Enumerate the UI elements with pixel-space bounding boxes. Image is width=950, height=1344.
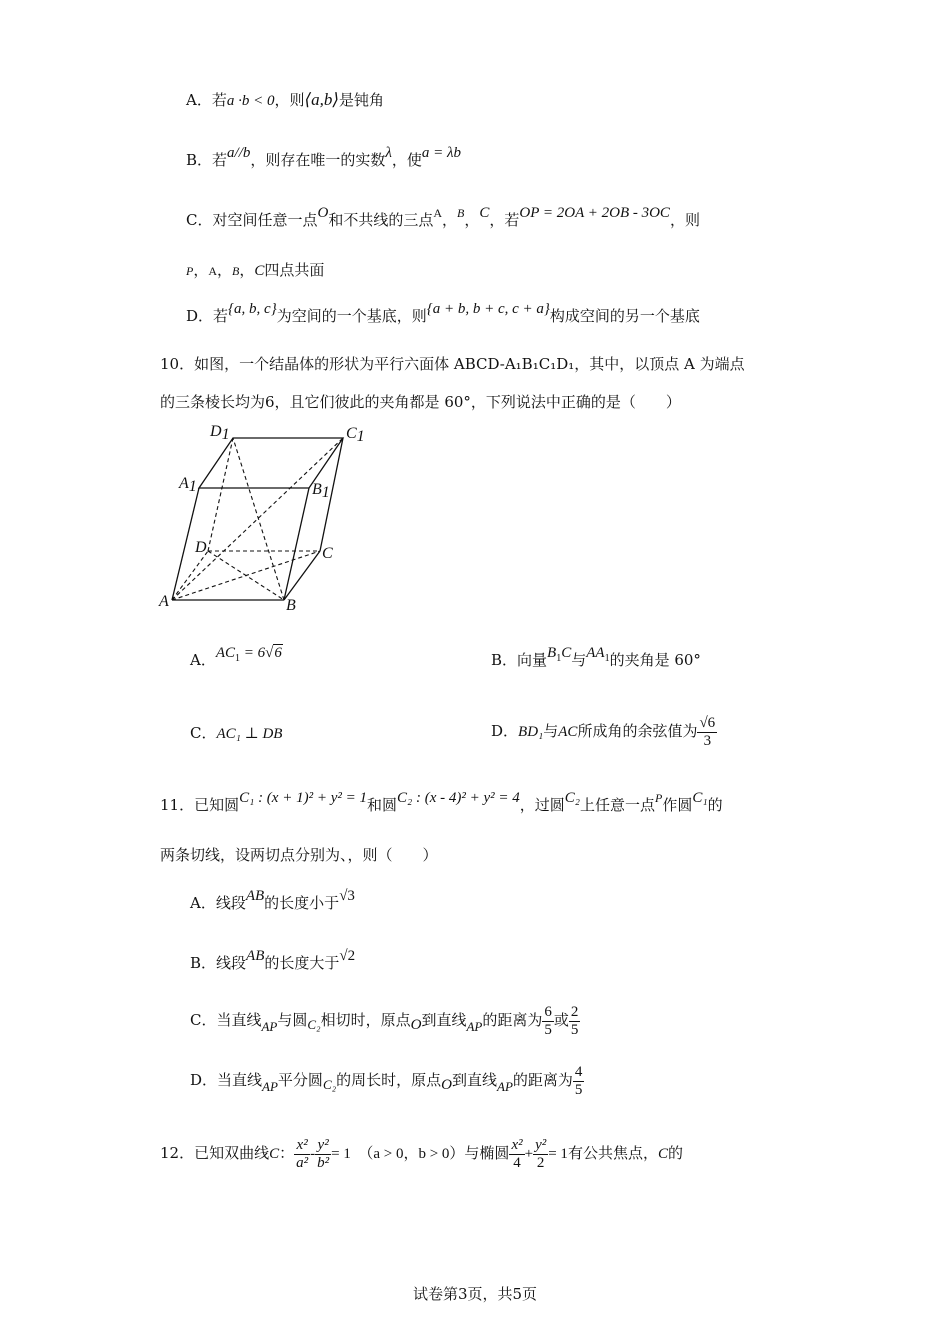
label-c: C xyxy=(322,545,333,562)
label-a: A xyxy=(159,593,169,610)
q10-option-c: C．AC₁ ⊥ DB xyxy=(190,724,283,742)
page-footer: 试卷第3页，共5页 xyxy=(412,1285,538,1303)
diag-ac1 xyxy=(172,438,343,600)
q10-stem-line1: 10．如图，一个结晶体的形状为平行六面体 ABCD-A₁B₁C₁D₁，其中，以顶点 A 为端点 xyxy=(160,355,745,373)
label-b1: B1 xyxy=(312,481,330,501)
q9-option-b: B．若a//b，则存在唯一的实数λ，使a = λb xyxy=(186,145,462,169)
q9-option-a: A．若a ·b < 0，则⟨a,b⟩是钝角 xyxy=(186,90,385,109)
q12-stem: 12．已知双曲线C： $\frac{\text{x²}}{\text{a²}}$ - $\frac{\text{y²}}{\text{b²}}$ = 1 （a > 0，b > 0）与椭圆 $\frac{\text{x²}}{4}$ + $\frac{\text{y²}}{2}$ = 1有公共焦点，C的 xyxy=(160,1136,683,1171)
label-a1: A1 xyxy=(179,475,197,495)
q11-option-c: C．当直线AP与圆C₂相切时，原点O到直线AP的距离为 $\frac{6}{5}$ 或 $\frac{2}{5}$ xyxy=(190,1003,579,1038)
q11-option-a: A．线段AB的长度小于√3 xyxy=(190,888,355,912)
q9-option-d: D．若{a, b, c}为空间的一个基底，则{a + b, b + c, c + a}构成空间的另一个基底 xyxy=(186,301,700,325)
label-d: D xyxy=(195,539,207,556)
q11-option-d: D．当直线AP平分圆C₂的周长时，原点O到直线AP的距离为 $\frac{4}{5}$ xyxy=(190,1063,583,1098)
q11-stem-line1: 11．已知圆C₁ : (x + 1)² + y² = 1和圆C₂ : (x - 4)² + y² = 4，过圆C₂上任意一点$^P$作圆C₁的 xyxy=(160,790,723,814)
q9-option-c-line2: P，A，B，C四点共面 xyxy=(186,261,325,279)
label-c1: C1 xyxy=(346,425,365,445)
q10-option-b: B．向量$B_1C$与$AA_1$的夹角是 60° xyxy=(491,645,701,669)
edge-dd1 xyxy=(208,438,233,551)
q11-option-b: B．线段AB的长度大于√2 xyxy=(190,948,356,972)
diag-bd1 xyxy=(233,438,284,600)
q10-stem-line2: 的三条棱长均为6，且它们彼此的夹角都是 60°，下列说法中正确的是（ ） xyxy=(160,393,681,411)
label-d1: D1 xyxy=(210,423,230,443)
label-b: B xyxy=(286,597,296,614)
q10-option-a: A．$AC_1 = 6√6$ xyxy=(190,645,282,669)
q10-option-d: D．BD₁与AC所成角的余弦值为 $\frac{√6}{3}$ xyxy=(491,714,716,749)
q9-option-c: C．对空间任意一点O和不共线的三点$^A$，$^B$，C，若OP = 2OA + 2OB - 3OC，则 xyxy=(186,205,700,229)
parallelepiped-figure xyxy=(152,418,372,618)
diag-db xyxy=(208,551,284,600)
q11-stem-line2: 两条切线，设两切点分别为、，则（ ） xyxy=(160,846,438,864)
